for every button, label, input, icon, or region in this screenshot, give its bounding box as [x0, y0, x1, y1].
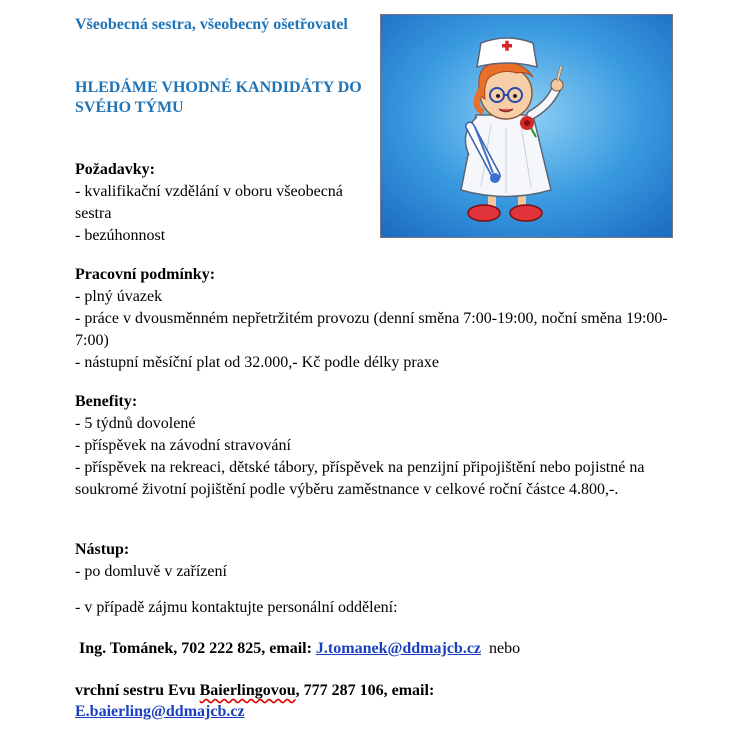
benefits-item: - příspěvek na rekreaci, dětské tábory, příspěvek na penzijní připojištění nebo pojistné na soukromé životní pojištění podle výběru zaměstnance v celkové roční částce 4.800,-. — [75, 459, 645, 498]
start-heading: Nástup: — [75, 541, 130, 558]
contact-person-2-rest: , 777 287 106, email: — [295, 682, 435, 699]
working-conditions-section — [75, 264, 695, 374]
contact-person-2-surname: Baierlingovou — [199, 682, 296, 699]
contact-person-2-email-link[interactable]: E.baierling@ddmajcb.cz — [75, 703, 245, 720]
requirements-item: - kvalifikační vzdělání v oboru všeobecná sestra — [75, 183, 343, 222]
contact-intro: - v případě zájmu kontaktujte personální oddělení: — [75, 599, 398, 616]
benefits-item: - 5 týdnů dovolené — [75, 415, 196, 432]
position-title: Všeobecná sestra, všeobecný ošetřovatel — [75, 16, 348, 33]
contact-person-1-text: Ing. Tománek, 702 222 825, email: — [79, 640, 312, 657]
contact-person-2 — [75, 680, 695, 722]
benefits-item: - příspěvek na závodní stravování — [75, 437, 291, 454]
working-conditions-item: - nástupní měsíční plat od 32.000,- Kč podle délky praxe — [75, 354, 439, 371]
working-conditions-heading: Pracovní podmínky: — [75, 266, 216, 283]
nurse-cartoon-icon — [380, 14, 673, 238]
contact-person-2-prefix: vrchní sestru Evu — [75, 682, 196, 699]
start-section — [75, 539, 375, 583]
start-item: - po domluvě v zařízení — [75, 563, 227, 580]
requirements-heading: Požadavky: — [75, 161, 155, 178]
contact-person-1 — [79, 638, 520, 660]
benefits-heading: Benefity: — [75, 393, 138, 410]
working-conditions-item: - plný úvazek — [75, 288, 163, 305]
benefits-section — [75, 391, 695, 501]
headline: HLEDÁME VHODNÉ KANDIDÁTY DO SVÉHO TÝMU — [75, 79, 362, 116]
working-conditions-item: - práce v dvousměnném nepřetržitém provozu (denní směna 7:00-19:00, noční směna 19:00-7:00) — [75, 310, 668, 349]
requirements-item: - bezúhonnost — [75, 227, 166, 244]
requirements-section — [75, 159, 375, 247]
contact-person-1-email-link[interactable]: J.tomanek@ddmajcb.cz — [315, 640, 482, 657]
contact-connector: nebo — [489, 640, 521, 657]
